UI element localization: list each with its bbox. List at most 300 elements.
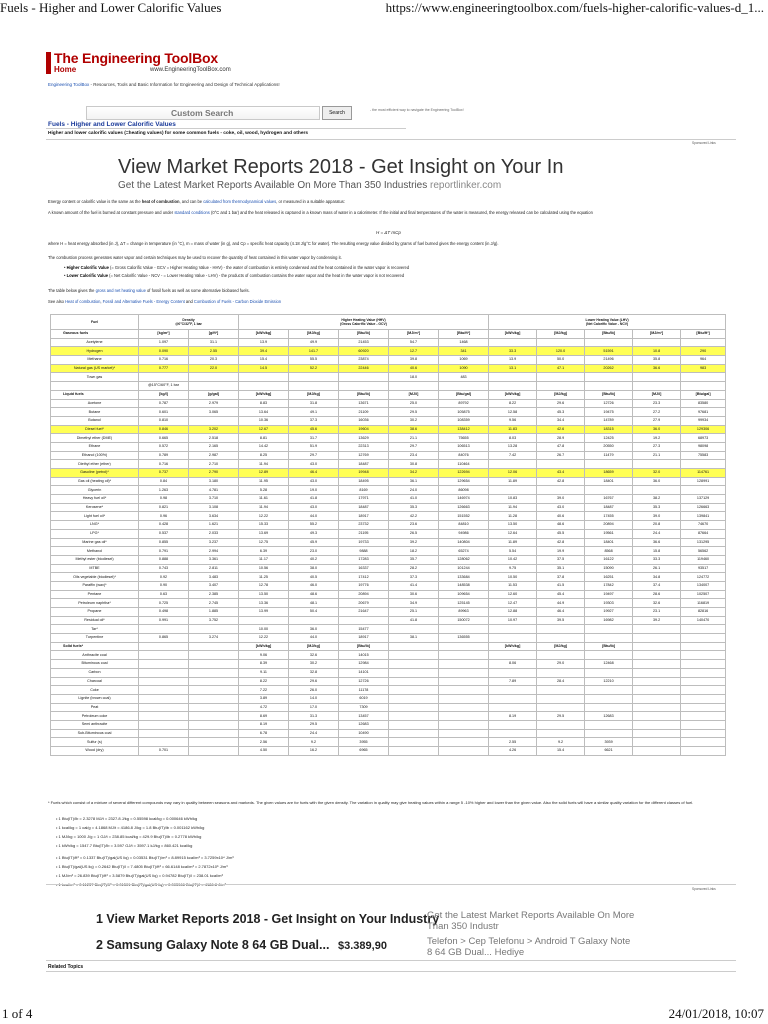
table-cell: 150072 (439, 616, 489, 625)
table-cell: 45.6 (289, 425, 339, 434)
table-cell (139, 720, 189, 729)
table-cell (585, 460, 633, 469)
table-cell: 65274 (439, 547, 489, 556)
table-cell (489, 486, 537, 495)
table-row (51, 529, 726, 538)
table-cell: 99934 (681, 416, 726, 425)
table-row (51, 338, 726, 347)
table-cell (633, 651, 681, 660)
table-cell: 3955 (339, 738, 389, 747)
table-cell: 341 (439, 347, 489, 356)
table-cell: 18495 (339, 477, 389, 486)
table-cell (585, 625, 633, 634)
table-cell (189, 694, 239, 703)
table-cell: 2.811 (189, 564, 239, 573)
table-cell: 21.1 (633, 451, 681, 460)
table-cell: 0.865 (139, 634, 189, 643)
table-cell: [MJ/kg] (289, 330, 339, 339)
table-row (51, 660, 726, 669)
fuel-name-cell: Butanol (51, 416, 139, 425)
table-cell: 22313 (339, 442, 389, 451)
table-cell: [Btu/lb] (585, 642, 633, 651)
table-cell: 38.0 (289, 564, 339, 573)
table-cell (389, 686, 439, 695)
ad-headline[interactable]: View Market Reports 2018 - Get Insight on Your In (118, 156, 564, 178)
ad-list (96, 912, 736, 972)
table-cell: 39.4 (239, 347, 289, 356)
fuel-name-cell: Propane (51, 608, 139, 617)
table-cell: 20894 (339, 590, 389, 599)
table-cell: 15.8 (633, 547, 681, 556)
table-cell (585, 729, 633, 738)
table-cell: 3.237 (189, 538, 239, 547)
table-cell (681, 712, 726, 721)
table-cell (339, 373, 389, 382)
table-cell: 36.0 (633, 425, 681, 434)
table-cell: 23.6 (389, 521, 439, 530)
table-cell: 29.5 (537, 712, 585, 721)
table-cell (681, 747, 726, 756)
print-header (0, 0, 768, 18)
table-cell: 11.94 (239, 460, 289, 469)
table-cell: 12683 (339, 720, 389, 729)
tagline-link[interactable]: Engineering ToolBox (48, 82, 90, 87)
logo-flag-icon (46, 52, 51, 74)
document-url[interactable]: https://www.engineeringtoolbox.com/fuels-higher-calorific-values-d_1... (385, 0, 764, 15)
table-cell: 10.8 (633, 347, 681, 356)
table-cell: 15.4 (537, 747, 585, 756)
table-cell: 18659 (585, 469, 633, 478)
table-cell: 25.0 (389, 399, 439, 408)
table-cell: 19776 (339, 581, 389, 590)
table-row (51, 564, 726, 573)
table-cell: 0.725 (139, 599, 189, 608)
table-cell (139, 703, 189, 712)
table-cell (439, 694, 489, 703)
table-cell: 11.25 (239, 573, 289, 582)
table-cell (139, 373, 189, 382)
table-cell: 106513 (439, 442, 489, 451)
table-cell: 129306 (681, 425, 726, 434)
table-cell: 146974 (439, 495, 489, 504)
fuel-name-cell: Butane (51, 408, 139, 417)
table-cell (585, 651, 633, 660)
table-cell: 43.0 (289, 460, 339, 469)
table-cell (189, 642, 239, 651)
table-cell (537, 486, 585, 495)
table-cell: [Btu/ft³] (439, 330, 489, 339)
table-cell: 18315 (585, 425, 633, 434)
table-cell (633, 686, 681, 695)
table-cell: 14101 (339, 668, 389, 677)
table-cell (239, 373, 289, 382)
table-row (51, 599, 726, 608)
table-cell (439, 651, 489, 660)
table-cell: 3.361 (189, 555, 239, 564)
table-cell: 13.64 (239, 408, 289, 417)
table-cell: 52.2 (289, 364, 339, 373)
table-cell: 39.0 (633, 512, 681, 521)
table-cell: 0.84 (139, 477, 189, 486)
table-cell: 128991 (681, 477, 726, 486)
table-cell: 32.6 (633, 599, 681, 608)
table-cell: 14015 (339, 651, 389, 660)
table-cell: 8.39 (239, 660, 289, 669)
table-cell (389, 382, 439, 391)
fuel-name-cell: Semi anthracite (51, 720, 139, 729)
table-cell: 964 (681, 356, 726, 365)
table-cell (289, 373, 339, 382)
table-cell: 109654 (439, 590, 489, 599)
table-cell (537, 703, 585, 712)
standard-conditions-link[interactable]: standard conditions (174, 210, 210, 215)
table-row (51, 382, 726, 391)
table-cell (537, 694, 585, 703)
table-cell: 38.2 (633, 495, 681, 504)
table-cell: 0.743 (139, 564, 189, 573)
table-section-row (51, 330, 726, 339)
table-cell (189, 686, 239, 695)
table-cell: 110464 (439, 460, 489, 469)
table-cell: 8.06 (489, 660, 537, 669)
table-cell (439, 712, 489, 721)
conversion-item: • 1 Btu(IT)/lb = 2.3278 MJ/t = 2327.8 J/kg = 0.55598 kcal/kg = 0.000646 kWh/kg (56, 816, 198, 821)
table-cell: [MJ/kg] (537, 330, 585, 339)
table-cell: 21453 (339, 338, 389, 347)
table-cell: 0.846 (139, 425, 189, 434)
table-cell: 47.8 (537, 442, 585, 451)
table-cell: 16982 (585, 616, 633, 625)
table-cell (189, 382, 239, 391)
table-cell: 23.1 (633, 608, 681, 617)
table-cell (189, 416, 239, 425)
table-cell: 10.50 (489, 573, 537, 582)
table-cell: 9.11 (239, 668, 289, 677)
table-cell: 17455 (585, 512, 633, 521)
table-cell: 12769 (339, 451, 389, 460)
table-cell: 0.98 (139, 495, 189, 504)
table-cell: 9888 (339, 547, 389, 556)
table-cell: 37.4 (633, 581, 681, 590)
table-cell: 12726 (585, 399, 633, 408)
table-cell: 5.54 (489, 547, 537, 556)
table-cell: 2.710 (189, 460, 239, 469)
table-row (51, 581, 726, 590)
table-cell: 2.55 (189, 347, 239, 356)
col-hhv: Higher Heating Value (HHV) (Gross Calorific Value - GCV) (239, 315, 489, 330)
table-cell: 11.95 (239, 477, 289, 486)
fuel-name-cell: Peat (51, 703, 139, 712)
table-cell: 15477 (339, 625, 389, 634)
conversion-item: • 1 MJ/m³ = 26.839 Btu(IT)/ft³ = 3.5879 Btu(IT)/gal(US liq) = 0.94782 Btu(IT)/l = 238.01 kcal/m³ (56, 873, 223, 878)
table-cell: 42.8 (537, 477, 585, 486)
table-cell (537, 338, 585, 347)
table-cell: 19.0 (289, 486, 339, 495)
table-cell: 8.69 (239, 712, 289, 721)
col-density: Density @0°C/32°F, 1 bar (139, 315, 239, 330)
table-cell (681, 642, 726, 651)
table-cell: 122694 (439, 469, 489, 478)
home-link[interactable]: Home (54, 65, 77, 74)
table-cell: 33.3 (633, 555, 681, 564)
fuel-name-cell: Gaseous fuels (51, 330, 139, 339)
table-cell (389, 677, 439, 686)
table-cell: 22.0 (189, 364, 239, 373)
col-fuel: Fuel (51, 315, 139, 330)
table-cell (633, 460, 681, 469)
table-row (51, 608, 726, 617)
table-cell (633, 729, 681, 738)
table-cell: [MJ/kg] (537, 642, 585, 651)
table-cell: 29.7 (289, 451, 339, 460)
table-cell (585, 668, 633, 677)
table-cell: 139841 (681, 512, 726, 521)
fuel-name-cell: Acetylene (51, 338, 139, 347)
table-cell: 17971 (339, 495, 389, 504)
fuel-name-cell: LNG* (51, 521, 139, 530)
table-cell: 19927 (585, 608, 633, 617)
table-cell: 6965 (339, 747, 389, 756)
table-cell: 13.9 (239, 338, 289, 347)
table-cell: 18487 (339, 460, 389, 469)
table-cell: 7309 (339, 703, 389, 712)
table-cell: 14.42 (239, 442, 289, 451)
table-cell: 23.3 (633, 399, 681, 408)
table-cell (389, 660, 439, 669)
table-cell: 74670 (681, 521, 726, 530)
table-cell (239, 382, 289, 391)
table-cell: 39.8 (389, 356, 439, 365)
table-cell (189, 651, 239, 660)
table-cell (681, 338, 726, 347)
table-cell: 0.572 (139, 442, 189, 451)
table-cell (439, 686, 489, 695)
table-cell (439, 660, 489, 669)
table-cell: 11.61 (239, 495, 289, 504)
see-also: See also Heat of combustion, Fossil and Alternative Fuels - Energy Content and Combustion of Fuels - Carbon Dioxide Emission (48, 299, 282, 304)
table-cell: [g/gal] (189, 390, 239, 399)
table-cell: 34.8 (633, 573, 681, 582)
method-paragraph: A known amount of the fuel is burned at constant pressure and under standard conditions (0°C and 1 bar) and the heat released is captured in a known mass of water in a calorimeter. If the initial and final temperatures of the water is measured, the energy released can be calculated using the equation (48, 210, 593, 215)
table-cell: [kWh/kg] (239, 642, 289, 651)
ad-item[interactable]: 1 View Market Reports 2018 - Get Insight on Your Industry Get the Latest Market Reports Available On More Than 350 Industr (96, 910, 635, 932)
table-cell (681, 720, 726, 729)
document-title: Fuels - Higher and Lower Calorific Values (0, 0, 222, 15)
table-cell: @15°C/60°F, 1 bar (139, 382, 189, 391)
site-logo[interactable] (46, 48, 256, 82)
search-input[interactable] (86, 106, 320, 120)
table-cell: 33.3 (489, 347, 537, 356)
table-cell: 3.274 (189, 634, 239, 643)
table-cell (489, 373, 537, 382)
fuel-name-cell: Ethane (51, 442, 139, 451)
table-cell: 22446 (339, 364, 389, 373)
table-cell: 8.22 (239, 677, 289, 686)
table-cell (189, 660, 239, 669)
table-cell (585, 338, 633, 347)
table-cell (681, 486, 726, 495)
list-item: • Lower Calorific Value (= Net Calorific Value - NCV - = Lower Heating Value - LHV) - the products of combustion contains the water vapor and the heat in the water vapor is not recovered (64, 273, 405, 278)
table-cell: 12984 (339, 660, 389, 669)
fuel-name-cell: Methane (51, 356, 139, 365)
table-cell (681, 460, 726, 469)
table-cell: 16036 (339, 416, 389, 425)
table-cell: 0.90 (139, 581, 189, 590)
table-row (51, 495, 726, 504)
fuel-name-cell: Gas oil (heating oil)* (51, 477, 139, 486)
table-cell: 0.498 (139, 608, 189, 617)
table-cell: [kWh/kg] (239, 390, 289, 399)
table-cell: 3.108 (189, 503, 239, 512)
table-cell (139, 712, 189, 721)
table-cell (537, 668, 585, 677)
table-cell (489, 651, 537, 660)
table-cell: 4.781 (189, 486, 239, 495)
table-cell: 0.428 (139, 521, 189, 530)
table-cell (389, 651, 439, 660)
table-cell (189, 668, 239, 677)
table-cell: 28.9 (537, 434, 585, 443)
table-cell: 25.1 (389, 608, 439, 617)
table-cell: 16.2 (289, 747, 339, 756)
table-cell: 19475 (585, 408, 633, 417)
divider (46, 139, 736, 140)
table-cell (585, 634, 633, 643)
table-cell: 18.0 (389, 373, 439, 382)
table-cell: [Btu/gal] (681, 390, 726, 399)
table-cell: 0.810 (139, 416, 189, 425)
fuel-name-cell: Lignite (brown coal) (51, 694, 139, 703)
table-cell: 151552 (439, 512, 489, 521)
table-cell: 29.5 (389, 408, 439, 417)
table-cell: 16251 (585, 573, 633, 582)
table-cell (389, 712, 439, 721)
table-cell: 11479 (585, 451, 633, 460)
table-cell: 40.6 (537, 512, 585, 521)
table-cell: 9.2 (537, 738, 585, 747)
table-cell: 4.72 (239, 703, 289, 712)
fuel-name-cell (51, 382, 139, 391)
table-cell: [MJ/kg] (537, 390, 585, 399)
table-cell: 13.36 (239, 599, 289, 608)
table-cell: 6019 (339, 694, 389, 703)
table-cell: 37.3 (389, 573, 439, 582)
table-cell: 21647 (339, 608, 389, 617)
table-row (51, 512, 726, 521)
table-cell: 0.787 (139, 399, 189, 408)
table-cell: 39.2 (633, 616, 681, 625)
table-cell: [MJ/kg] (289, 390, 339, 399)
table-cell (489, 686, 537, 695)
table-cell: 13.50 (489, 521, 537, 530)
table-cell: 21.1 (389, 434, 439, 443)
table-cell: 26.5 (389, 529, 439, 538)
table-cell: 45.5 (537, 529, 585, 538)
table-cell: 5.28 (239, 486, 289, 495)
table-cell: 51591 (585, 347, 633, 356)
table-cell: 18487 (339, 503, 389, 512)
conversion-item: • 1 MJ/kg = 1000 J/g = 1 GJ/t = 238.85 kcal/kg = 429.9 Btu(IT)/lb = 0.2778 kWh/kg (56, 834, 202, 839)
table-cell: 0.537 (139, 529, 189, 538)
calorific-values-table (50, 314, 726, 756)
table-cell: 124772 (681, 573, 726, 582)
table-cell: 28.6 (633, 590, 681, 599)
table-cell: 12.60 (489, 590, 537, 599)
search-button[interactable]: Search (322, 106, 352, 120)
fuel-name-cell: MTBE (51, 564, 139, 573)
logo-brand: The Engineering ToolBox (54, 50, 218, 66)
table-cell: 12.58 (489, 408, 537, 417)
table-cell (633, 338, 681, 347)
table-cell (489, 634, 537, 643)
table-cell: 137129 (681, 495, 726, 504)
table-cell: 29.0 (537, 660, 585, 669)
table-cell (681, 660, 726, 669)
table-cell: 36.0 (289, 625, 339, 634)
table-cell: 9.06 (239, 651, 289, 660)
table-cell: 40.2 (289, 555, 339, 564)
table-row (51, 634, 726, 643)
table-cell: 39.2 (389, 538, 439, 547)
table-cell: 75583 (681, 451, 726, 460)
table-cell: 2.987 (189, 451, 239, 460)
table-cell (681, 651, 726, 660)
table-cell: 23.4 (389, 451, 439, 460)
table-cell: 12683 (585, 712, 633, 721)
table-cell (585, 703, 633, 712)
ad-item[interactable]: 2 Samsung Galaxy Note 8 64 GB Dual... $3.389,90 Telefon > Cep Telefonu > Android T Galaxy Note 8 64 GB Dual... Hediye (96, 936, 631, 958)
table-cell: 46.0 (289, 581, 339, 590)
table-cell: 55.5 (289, 356, 339, 365)
table-cell: 48.6 (537, 521, 585, 530)
fuel-name-cell: Acetone (51, 399, 139, 408)
table-cell: 9.56 (489, 416, 537, 425)
fuel-name-cell: Oils vegetable (biodiesel)* (51, 573, 139, 582)
table-cell: 12210 (585, 677, 633, 686)
table-cell: 21109 (339, 408, 389, 417)
table-cell: 3.202 (189, 425, 239, 434)
fuel-name-cell: Gasoline (petrol)* (51, 469, 139, 478)
table-cell: 3.752 (189, 616, 239, 625)
table-cell: 0.96 (139, 512, 189, 521)
table-row (51, 521, 726, 530)
table-cell: 2.033 (189, 529, 239, 538)
ad-subline[interactable]: Get the Latest Market Reports Available On More Than 350 Industries reportlinker.com (118, 180, 502, 191)
table-row (51, 651, 726, 660)
table-cell: 0.090 (139, 347, 189, 356)
table-cell: 0.821 (139, 503, 189, 512)
table-cell: 18487 (585, 503, 633, 512)
table-row (51, 703, 726, 712)
table-cell (489, 729, 537, 738)
table-cell (681, 634, 726, 643)
table-cell: 138412 (439, 425, 489, 434)
table-cell (489, 338, 537, 347)
fuel-name-cell: Carbon (51, 668, 139, 677)
table-cell: 9.2 (289, 738, 339, 747)
thermo-link[interactable]: calculated from thermodynamical values (203, 199, 277, 204)
table-cell (439, 668, 489, 677)
table-cell: 6.39 (239, 547, 289, 556)
table-cell (139, 660, 189, 669)
table-cell: 4.50 (239, 747, 289, 756)
table-cell: 29.5 (289, 720, 339, 729)
fuel-name-cell: Solid fuels* (51, 642, 139, 651)
table-row (51, 747, 726, 756)
page-title: Fuels - Higher and Lower Calorific Values (48, 121, 176, 128)
table-cell: [Btu/lb] (339, 390, 389, 399)
table-cell: 4.26 (489, 747, 537, 756)
